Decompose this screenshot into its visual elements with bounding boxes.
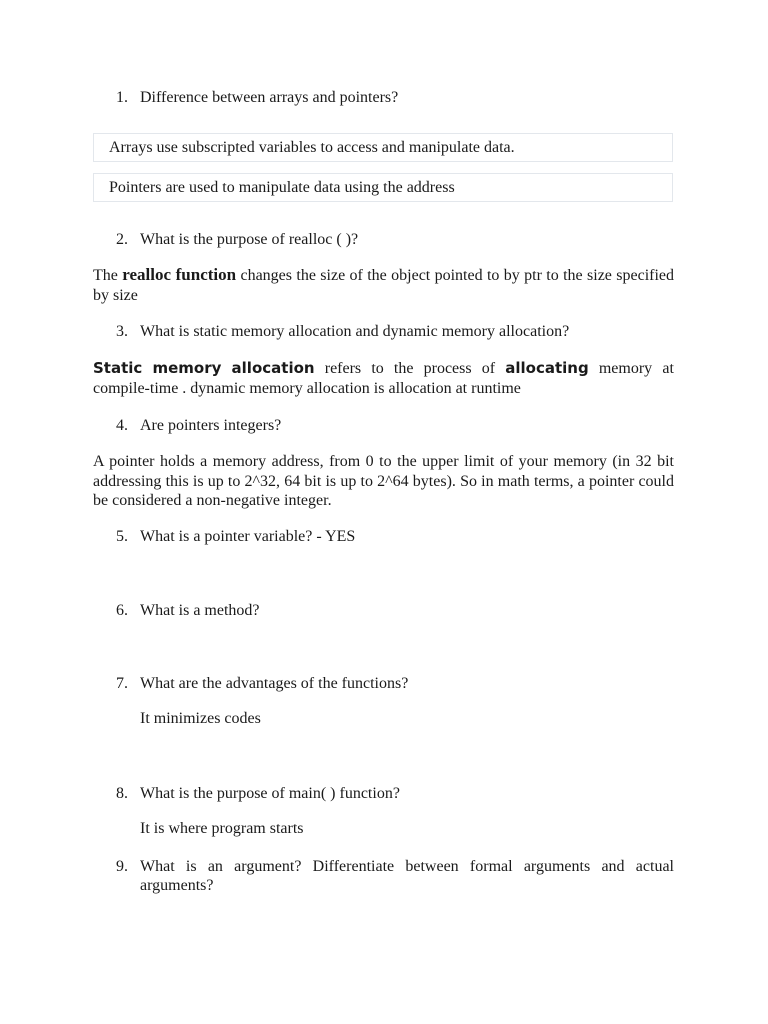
question-text: Are pointers integers? bbox=[140, 417, 282, 434]
answer-text: Pointers are used to manipulate data using the address bbox=[109, 179, 455, 196]
answer-word: allocation bbox=[231, 359, 315, 377]
answer-word: refers bbox=[324, 360, 362, 377]
question-text: What is static memory allocation and dynamic memory allocation? bbox=[140, 323, 570, 340]
question-text: What is a pointer variable? - YES bbox=[140, 528, 356, 545]
answer-word: the bbox=[393, 360, 414, 377]
question-text: Difference between arrays and pointers? bbox=[140, 89, 399, 106]
question-text: What is the purpose of main( ) function? bbox=[140, 785, 400, 802]
question-text: What is a method? bbox=[140, 602, 260, 619]
answer-text: Arrays use subscripted variables to access and manipulate data. bbox=[109, 139, 515, 156]
answer-word: Static bbox=[93, 359, 143, 377]
answer-main: It is where program starts bbox=[140, 820, 304, 837]
answer-keyword: realloc function bbox=[122, 265, 237, 284]
answer-functions: It minimizes codes bbox=[140, 710, 261, 727]
question-number: 6. bbox=[116, 602, 128, 619]
answer-box-pointers bbox=[93, 173, 673, 202]
answer-word: allocating bbox=[505, 359, 589, 377]
answer-word: to bbox=[371, 360, 384, 377]
answer-word: process bbox=[423, 360, 472, 377]
answer-memory-allocation bbox=[93, 359, 674, 398]
answer-text-pre: The bbox=[93, 267, 123, 284]
answer-pointers-integers: A pointer holds a memory address, from 0 to the upper limit of your memory (in 32 bit addressing this is up to 2^32, 64 bit is up to 2^64 bytes). So in math terms, a pointer could be considered a non-negative integer. bbox=[93, 453, 674, 509]
answer-line-1 bbox=[93, 359, 674, 379]
question-text: What is the purpose of realloc ( )? bbox=[140, 231, 359, 248]
question-number: 2. bbox=[116, 231, 128, 248]
question-number: 3. bbox=[116, 323, 128, 340]
answer-box-arrays bbox=[93, 133, 673, 162]
answer-word: at bbox=[662, 360, 674, 377]
question-number: 1. bbox=[116, 89, 128, 106]
answer-realloc bbox=[93, 265, 674, 305]
question-number: 4. bbox=[116, 417, 128, 434]
answer-word: of bbox=[481, 360, 496, 377]
question-text: What is an argument? Differentiate between formal arguments and actual arguments? bbox=[140, 858, 674, 894]
answer-word: memory bbox=[152, 359, 222, 377]
question-number: 9. bbox=[116, 858, 128, 875]
question-number: 7. bbox=[116, 675, 128, 692]
answer-word: memory bbox=[598, 360, 653, 377]
answer-line-2: compile-time . dynamic memory allocation is allocation at runtime bbox=[93, 379, 521, 397]
question-number: 8. bbox=[116, 785, 128, 802]
answer-text-rest: changes the size of the object pointed to by ptr to the size specified by size bbox=[93, 267, 675, 304]
question-text: What are the advantages of the functions? bbox=[140, 675, 409, 692]
question-number: 5. bbox=[116, 528, 128, 545]
